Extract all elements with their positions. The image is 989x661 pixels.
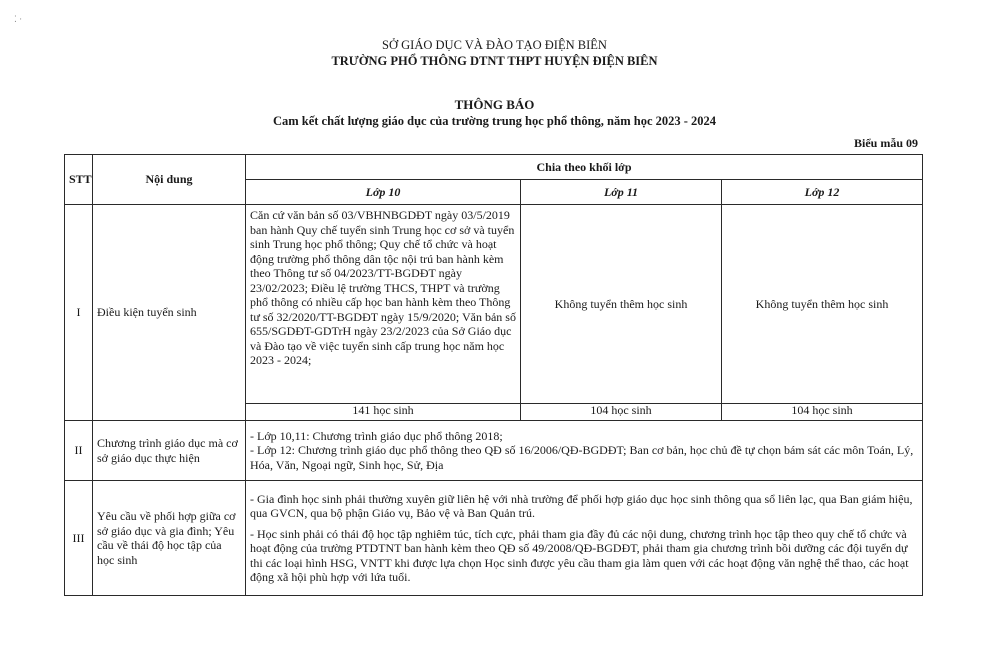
- department-name: SỞ GIÁO DỤC VÀ ĐÀO TẠO ĐIỆN BIÊN: [382, 38, 607, 52]
- grade12-cell: [722, 205, 923, 421]
- grade12-count: 104 học sinh: [791, 402, 853, 417]
- row-stt: II: [65, 421, 93, 481]
- notice-subtitle: Cam kết chất lượng giáo dục của trường trung học phổ thông, năm học 2023 - 2024: [272, 114, 717, 128]
- row-stt: III: [65, 481, 93, 596]
- header-grade-11: Lớp 11: [521, 180, 722, 205]
- header-grade-group: Chia theo khối lớp: [246, 155, 923, 180]
- program-line: - Lớp 12: Chương trình giáo dục phổ thông theo QĐ số 16/2006/QĐ-BGDĐT; Ban cơ bản, học chủ đề tự chọn bám sát các môn Toán, Lý, Hóa, Văn, Ngoại ngữ, Sinh học, Sử, Địa: [250, 443, 914, 472]
- grade11-cell: [521, 205, 722, 421]
- grade10-cell: [246, 205, 521, 421]
- program-line: - Lớp 10,11: Chương trình giáo dục phổ thông 2018;: [250, 428, 503, 443]
- grade11-count: 104 học sinh: [590, 402, 652, 417]
- row-content: Yêu cầu về phối hợp giữa cơ sở giáo dục và gia đình; Yêu cầu về thái độ học tập của học sinh: [93, 481, 246, 596]
- notice-title: THÔNG BÁO: [454, 97, 535, 112]
- school-name: TRƯỜNG PHỔ THÔNG DTNT THPT HUYỆN ĐIỆN BIÊN: [331, 54, 658, 68]
- header-content: Nội dung: [93, 155, 246, 205]
- grade11-conditions: Không tuyển thêm học sinh: [554, 297, 688, 311]
- requirement-line: - Học sinh phải có thái độ học tập nghiêm túc, tích cực, phải tham gia đầy đủ các nội dung, chương trình học tập theo quy chế tổ chức và hoạt động của trường PTDTNT ban hành kèm theo QĐ số 49/2008/QĐ-BGDĐT, phải tham gia chương trình bồi dưỡng các đội tuyển dự thi các loại hình HSG, VNTT khi được lựa chọn Học sinh được yêu cầu tham gia làm quen với các hoạt động văn nghệ thể thao, các hoạt động xã hội phù hợp với lứa tuổi.: [250, 526, 909, 584]
- table-row: [65, 205, 923, 421]
- header-grade-10: Lớp 10: [246, 180, 521, 205]
- grade12-conditions: Không tuyển thêm học sinh: [755, 297, 889, 311]
- table-row: [65, 421, 923, 481]
- program-cell: [246, 421, 923, 481]
- grade10-conditions: Căn cứ văn bản số 03/VBHNBGDĐT ngày 03/5/2019 ban hành Quy chế tuyển sinh Trung học cơ sở và tuyển sinh Trung học phổ thông; Quy chế tổ chức và hoạt động trường phổ thông dân tộc nội trú ban hành kèm theo Thông tư số 04/2023/TT-BGDĐT ngày 23/02/2023; Điều lệ trường THCS, THPT và trường phổ thông có nhiều cấp học ban hành kèm theo Thông tư số 32/2020/TT-BGDĐT ngày 15/9/2020; Văn bản số 655/SGDĐT-GDTrH ngày 23/2/2023 của Sở Giáo dục và Đào tạo về việc tuyển sinh cấp trung học năm học 2023 - 2024;: [250, 208, 516, 367]
- form-label: Biểu mẫu 09: [853, 136, 918, 150]
- row-content: Chương trình giáo dục mà cơ sở giáo dục thực hiện: [93, 421, 246, 481]
- header-stt: STT: [65, 155, 93, 205]
- row-stt: I: [65, 205, 93, 421]
- scan-artifact: ⁚ ·: [14, 14, 23, 24]
- table-row: [65, 481, 923, 596]
- requirements-cell: [246, 481, 923, 596]
- commitment-table: [64, 154, 923, 596]
- header-grade-12: Lớp 12: [722, 180, 923, 205]
- grade10-count: 141 học sinh: [352, 402, 414, 417]
- requirement-line: - Gia đình học sinh phải thường xuyên giữ liên hệ với nhà trường để phối hợp giáo dục học sinh thông qua sổ liên lạc, qua Ban giám hiệu, qua GVCN, qua bộ phận Giáo vụ, Bảo vệ và Ban Quản trú.: [250, 491, 913, 520]
- row-content: Điều kiện tuyển sinh: [93, 205, 246, 421]
